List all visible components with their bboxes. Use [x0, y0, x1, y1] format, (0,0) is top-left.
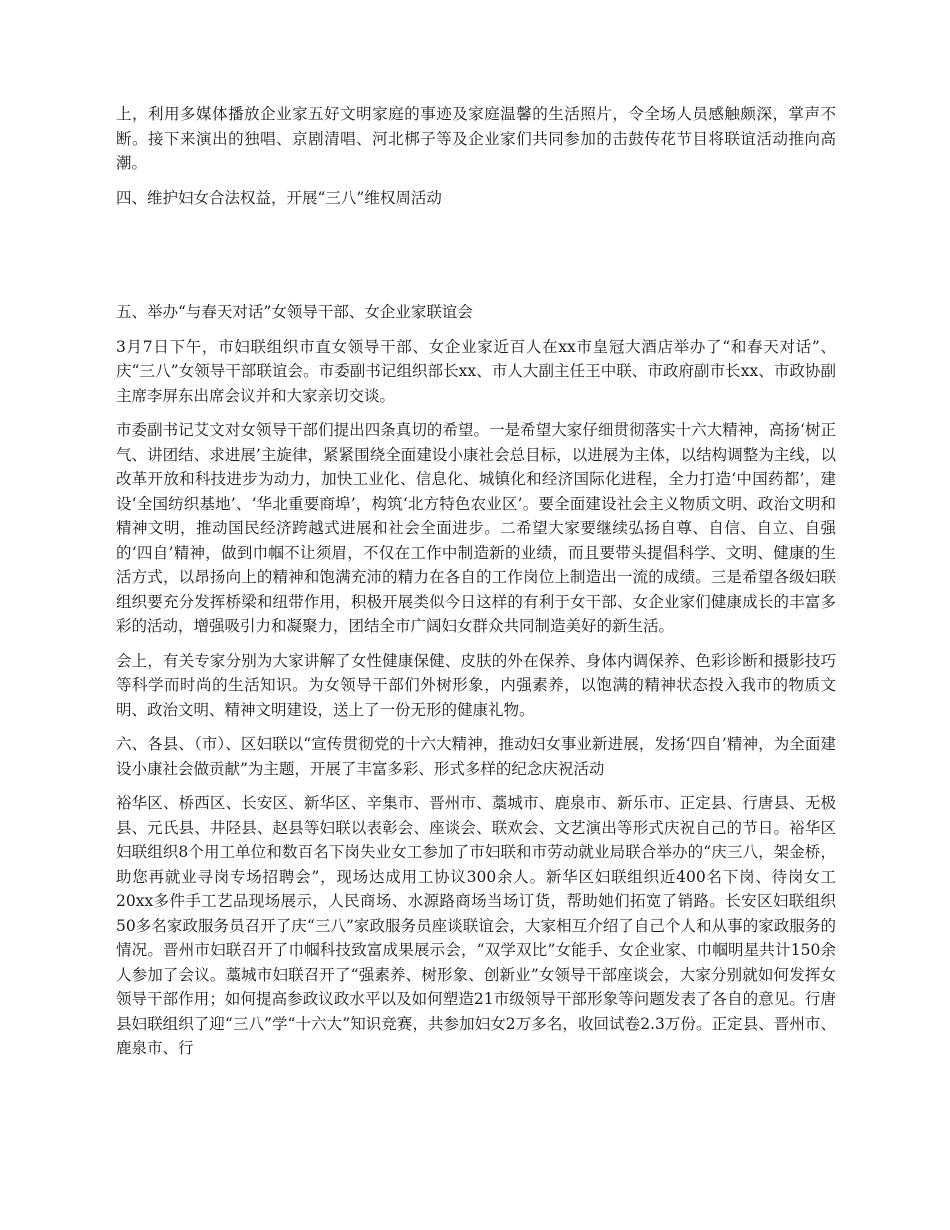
document-body	[116, 102, 836, 1071]
blank-space	[116, 220, 836, 300]
paragraph-meeting: 3月7日下午，市妇联组织市直女领导干部、女企业家近百人在xx市皇冠大酒店举办了“和春天对话”、庆“三八”女领导干部联谊会。市委副书记组织部长xx、市人大副主任王中联、市政府副市长xx、市政协副主席李屏东出席会议并和大家亲切交谈。	[116, 337, 836, 405]
paragraph-districts: 裕华区、桥西区、长安区、新华区、辛集市、晋州市、藁城市、鹿泉市、新乐市、正定县、行唐县、无极县、元氏县、井陉县、赵县等妇联以表彰会、座谈会、联欢会、文艺演出等形式庆祝自己的节日。裕华区妇联组织8个用工单位和数百名下岗失业女工参加了市妇联和市劳动就业局联合举办的“庆三八，架金桥，助您再就业寻岗专场招聘会”，现场达成用工协议300余人。新华区妇联组织近400名下岗、待岗女工20xx多件手工艺品现场展示，人民商场、水源路商场当场订货，帮助她们拓宽了销路。长安区妇联组织50多名家政服务员召开了庆“三八”家政服务员座谈联谊会，大家相互介绍了自己个人和从事的家政服务的情况。晋州市妇联召开了巾帼科技致富成果展示会，“双学双比”女能手、女企业家、巾帼明星共计150余人参加了会议。藁城市妇联召开了“强素养、树形象、创新业”女领导干部座谈会，大家分别就如何发挥女领导干部作用；如何提高参政议政水平以及如何塑造21市级领导干部形象等问题发表了各自的意见。行唐县妇联组织了迎“三八”学“十六大”知识竞赛，共参加妇女2万多名，收回试卷2.3万份。正定县、晋州市、鹿泉市、行	[116, 794, 836, 1057]
section-heading-4: 四、维护妇女合法权益，开展“三八”维权周活动	[116, 188, 442, 207]
section-heading-6: 六、各县、（市）、区妇联以“宣传贯彻党的十六大精神，推动妇女事业新进展，发扬‘四自’精神，为全面建设小康社会做贡献”为主题，开展了丰富多彩、形式多样的纪念庆祝活动	[116, 735, 836, 778]
section-heading-5: 五、举办“与春天对话”女领导干部、女企业家联谊会	[116, 303, 473, 321]
paragraph-continuation: 上，利用多媒体播放企业家五好文明家庭的事迹及家庭温馨的生活照片，令全场人员感触颇深，掌声不断。接下来演出的独唱、京剧清唱、河北梆子等及企业家们共同参加的击鼓传花节目将联谊活动推向高潮。	[116, 105, 836, 172]
paragraph-hopes: 市委副书记艾文对女领导干部们提出四条真切的希望。一是希望大家仔细贯彻落实十六大精神，高扬‘树正气、讲团结、求进展’主旋律，紧紧围绕全面建设小康社会总目标，以进展为主体，以结构调整为主线，以改革开放和科技进步为动力，加快工业化、信息化、城镇化和经济国际化进程，全力打造‘中国药都’，建设‘全国纺织基地’、‘华北重要商埠’，构筑‘北方特色农业区’。要全面建设社会主义物质文明、政治文明和精神文明，推动国民经济跨越式进展和社会全面进步。二希望大家要继续弘扬自尊、自信、自立、自强的‘四自’精神，做到巾帼不让须眉，不仅在工作中制造新的业绩，而且要带头提倡科学、文明、健康的生活方式，以昂扬向上的精神和饱满充沛的精力在各自的工作岗位上制造出一流的成绩。三是希望各级妇联组织要充分发挥桥梁和纽带作用，积极开展类似今日这样的有利于女干部、女企业家们健康成长的丰富多彩的活动，增强吸引力和凝聚力，团结全市广阔妇女群众共同制造美好的新生活。	[116, 421, 836, 635]
paragraph-lecture: 会上，有关专家分别为大家讲解了女性健康保健、皮肤的外在保养、身体内调保养、色彩诊断和摄影技巧等科学而时尚的生活知识。为女领导干部们外树形象，内强素养，以饱满的精神状态投入我市的物质文明、政治文明、精神文明建设，送上了一份无形的健康礼物。	[116, 651, 836, 719]
